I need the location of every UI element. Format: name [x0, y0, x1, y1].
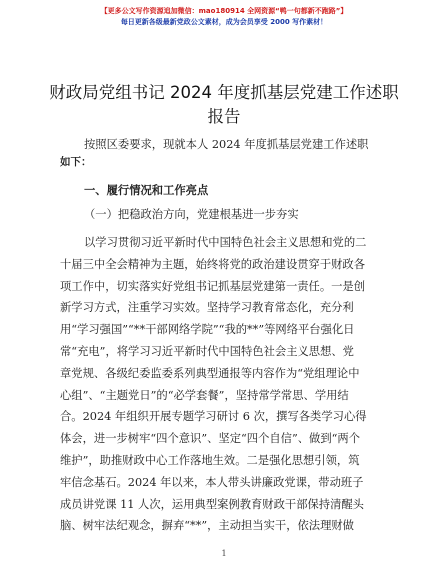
section-heading-1: 一、履行情况和工作亮点	[84, 184, 209, 197]
body-line: 成员讲党课 11 人次，运用典型案例教育财政干部保持清醒头	[60, 497, 364, 511]
promo-banner-line-1: 【更多公文写作资源追加微信：mao180914 全网资源“鸭一句都新不跑路”】	[100, 7, 348, 15]
document-title-line-2: 报告	[207, 107, 241, 126]
intro-line: 如下：	[60, 156, 92, 168]
body-paragraph	[60, 232, 390, 537]
body-line: 体会，进一步树牢“四个意识”、坚定“四个自信”、做到“两个	[60, 432, 361, 446]
subsection-heading-1: （一）把稳政治方向，党建根基进一步夯实	[84, 208, 299, 221]
body-line: 牢信念基石。2024 年以来，本人带头讲廉政党课，带动班子	[60, 475, 364, 489]
intro-line: 按照区委要求，现就本人 2024 年度抓基层党建工作述职	[84, 138, 369, 151]
document-title-line-1: 财政局党组书记 2024 年度抓基层党建工作述职	[49, 83, 399, 102]
body-line: 心组”、“主题党日”的“必学套餐”，坚持常学常思、学用结	[60, 388, 349, 402]
body-line: 新学习方式，注重学习实效。坚持学习教育常态化，充分利	[60, 301, 354, 315]
intro-paragraph-end	[60, 152, 390, 174]
promo-banner	[0, 6, 448, 28]
page-number: 1	[221, 549, 227, 558]
body-line: 维护”，助推财政中心工作落地生效。二是强化思想引领，筑	[60, 453, 360, 467]
body-line: 项工作中，切实落实好党组书记抓基层党建第一责任。一是创	[60, 279, 366, 293]
promo-banner-line-2: 每日更新各级最新党政公文素材，成为会员享受 2000 写作素材！	[120, 18, 328, 26]
body-line: 以学习贯彻习近平新时代中国特色社会主义思想和党的二	[84, 236, 367, 249]
body-line: 脑、树牢法纪观念，摒弃“**”，主动担当实干，依法理财做	[60, 519, 354, 533]
body-line: 用“学习强国”“**干部网络学院”“我的**”等网络平台强化日	[60, 323, 355, 337]
body-line: 章党规、各级纪委监委系列典型通报等内容作为“党组理论中	[60, 366, 360, 380]
body-line: 常“充电”，将学习习近平新时代中国特色社会主义思想、党	[60, 344, 354, 358]
body-line: 十届三中全会精神为主题，始终将党的政治建设贯穿于财政各	[60, 257, 366, 271]
body-line: 合。2024 年组织开展专题学习研讨 6 次，撰写各类学习心得	[60, 410, 367, 424]
